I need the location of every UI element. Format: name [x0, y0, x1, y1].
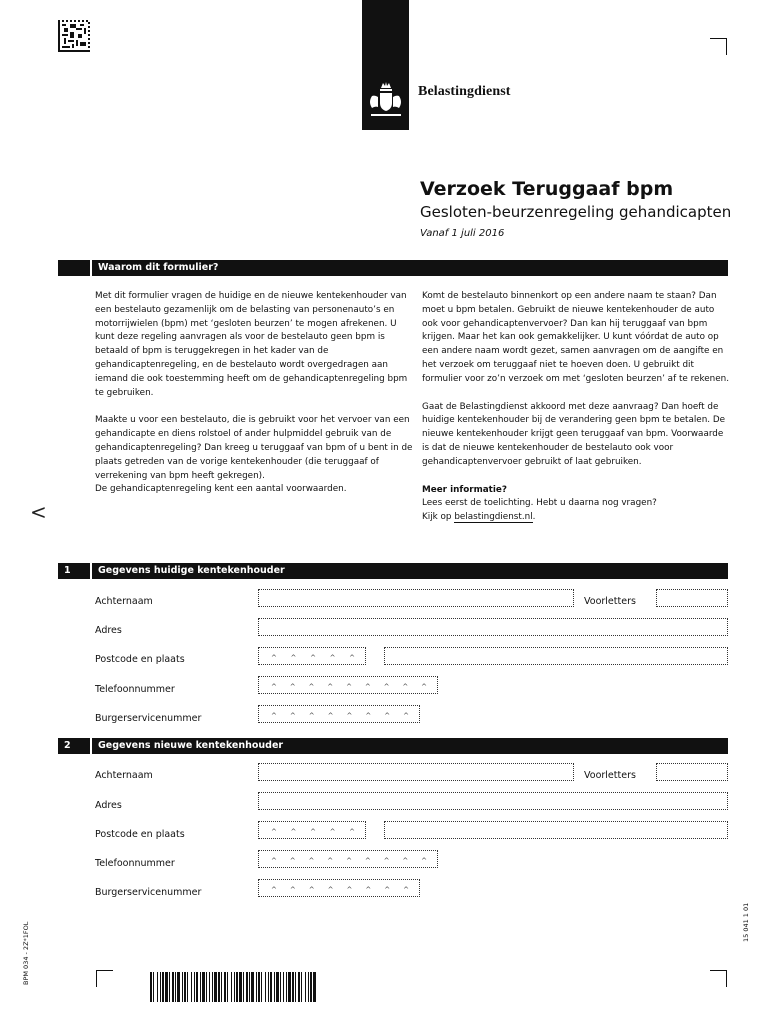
section-header-2 — [58, 738, 728, 754]
comb-marks: ^ ^ ^ ^ ^ — [271, 828, 355, 836]
section-header-intro — [58, 260, 728, 276]
intro-left-column — [95, 290, 415, 511]
bsn-label: Burgerservicenummer — [95, 713, 202, 724]
intro-paragraph: Met dit formulier vragen de huidige en de nieuwe kentekenhouder van een bestelauto gezamenlijk om de belasting van personenauto’s en motorrijwielen (bpm) met ‘gesloten beurzen’ te mogen afrekenen. U kunt deze regeling aanvragen als voor de bestelauto geen bpm is betaald of bpm is teruggekregen in het kader van de gehandicaptenregeling, en de bestelauto wordt overgedragen aan iemand die ook toestemming heeft om de gehandicaptenregeling bpm te gebruiken. — [95, 291, 408, 398]
adres-field[interactable] — [258, 618, 728, 636]
telefoon-label: Telefoonnummer — [95, 684, 175, 695]
more-info-text: Lees eerst de toelichting. Hebt u daarna nog vragen? — [422, 498, 657, 509]
barcode — [150, 972, 316, 1002]
comb-marks: ^ ^ ^ ^ ^ — [271, 654, 355, 662]
achternaam-field[interactable] — [258, 589, 574, 607]
org-name: Belastingdienst — [418, 84, 511, 99]
voorletters-field[interactable] — [656, 589, 728, 607]
intro-paragraph: De gehandicaptenregeling kent een aantal voorwaarden. — [95, 484, 347, 495]
section-title: Gegevens nieuwe kentekenhouder — [98, 740, 284, 751]
more-info-title: Meer informatie? — [422, 484, 507, 495]
corner-mark — [96, 970, 113, 987]
postcode-field[interactable] — [258, 647, 366, 665]
more-info-suffix: . — [532, 512, 536, 523]
bsn-field[interactable] — [258, 879, 420, 897]
achternaam-label: Achternaam — [95, 770, 153, 781]
postcode-field[interactable] — [258, 821, 366, 839]
intro-paragraph: Komt de bestelauto binnenkort op een andere naam te staan? Dan moet u bpm betalen. Gebruikt de nieuwe kentekenhouder de auto ook voor gehandicaptenvervoer? Dan kan hij teruggaaf van bpm krijgen. Maar het kan ook gemakkelijker. U kunt vóórdat de auto op een andere naam wordt gezet, samen aanvragen om de aangifte en het verzoek om teruggaaf niet te hoeven doen. U gebruikt dit formulier voor zo’n verzoek om met ‘gesloten beurzen’ af te rekenen. — [422, 291, 730, 384]
version-code: 15 041 1 01 — [742, 902, 750, 942]
corner-mark — [710, 970, 727, 987]
section-header-1 — [58, 563, 728, 579]
voorletters-label: Voorletters — [584, 596, 636, 607]
corner-mark — [710, 38, 727, 55]
section-notch — [90, 563, 92, 579]
plaats-field[interactable] — [384, 821, 728, 839]
telefoon-field[interactable] — [258, 850, 438, 868]
section-number: 1 — [64, 565, 71, 576]
section-notch — [90, 260, 92, 276]
more-info-link-line — [422, 511, 732, 525]
comb-marks: ^ ^ ^ ^ ^ ^ ^ ^ ^ — [271, 683, 427, 691]
coat-of-arms-icon — [362, 0, 409, 130]
intro-paragraph: Maakte u voor een bestelauto, die is gebruikt voor het vervoer van een gehandicapte en diens rolstoel of ander hulpmiddel gebruik van de gehandicaptenregeling? Dan kreeg u teruggaaf van bpm of u bent in de plaats getreden van de vorige kentekenhouder (die teruggaaf of verrekening van bpm heeft gekregen). — [95, 415, 413, 481]
telefoon-label: Telefoonnummer — [95, 858, 175, 869]
bsn-field[interactable] — [258, 705, 420, 723]
form-title: Verzoek Teruggaaf bpm — [420, 178, 674, 200]
belastingdienst-link[interactable]: belastingdienst.nl — [454, 512, 533, 523]
section-title: Waarom dit formulier? — [98, 262, 219, 273]
section-number: 2 — [64, 740, 71, 751]
logo-bar — [362, 0, 409, 130]
adres-field[interactable] — [258, 792, 728, 810]
comb-marks: ^ ^ ^ ^ ^ ^ ^ ^ — [271, 886, 409, 894]
comb-marks: ^ ^ ^ ^ ^ ^ ^ ^ ^ — [271, 857, 427, 865]
postcode-label: Postcode en plaats — [95, 654, 185, 665]
form-code: BPM 034 - 2Z*1FOL — [22, 921, 30, 985]
voorletters-field[interactable] — [656, 763, 728, 781]
intro-right-column — [422, 290, 732, 525]
voorletters-label: Voorletters — [584, 770, 636, 781]
plaats-field[interactable] — [384, 647, 728, 665]
adres-label: Adres — [95, 800, 122, 811]
section-notch — [90, 738, 92, 754]
section-title: Gegevens huidige kentekenhouder — [98, 565, 285, 576]
achternaam-field[interactable] — [258, 763, 574, 781]
fold-mark-icon: < — [30, 500, 47, 524]
achternaam-label: Achternaam — [95, 596, 153, 607]
postcode-label: Postcode en plaats — [95, 829, 185, 840]
telefoon-field[interactable] — [258, 676, 438, 694]
form-date-line: Vanaf 1 juli 2016 — [420, 228, 505, 239]
form-subtitle: Gesloten-beurzenregeling gehandicapten — [420, 203, 732, 221]
adres-label: Adres — [95, 625, 122, 636]
more-info-prefix: Kijk op — [422, 512, 452, 523]
bsn-label: Burgerservicenummer — [95, 887, 202, 898]
comb-marks: ^ ^ ^ ^ ^ ^ ^ ^ — [271, 712, 409, 720]
intro-paragraph: Gaat de Belastingdienst akkoord met deze aanvraag? Dan hoeft de huidige kentekenhouder bij de verandering geen bpm te betalen. De nieuwe kentekenhouder krijgt geen teruggaaf van bpm. Voorwaarde is dat de nieuwe kentekenhouder de bestelauto ook voor gehandicaptenvervoer gebruikt of laat gebruiken. — [422, 401, 726, 467]
datamatrix-code — [58, 20, 90, 52]
